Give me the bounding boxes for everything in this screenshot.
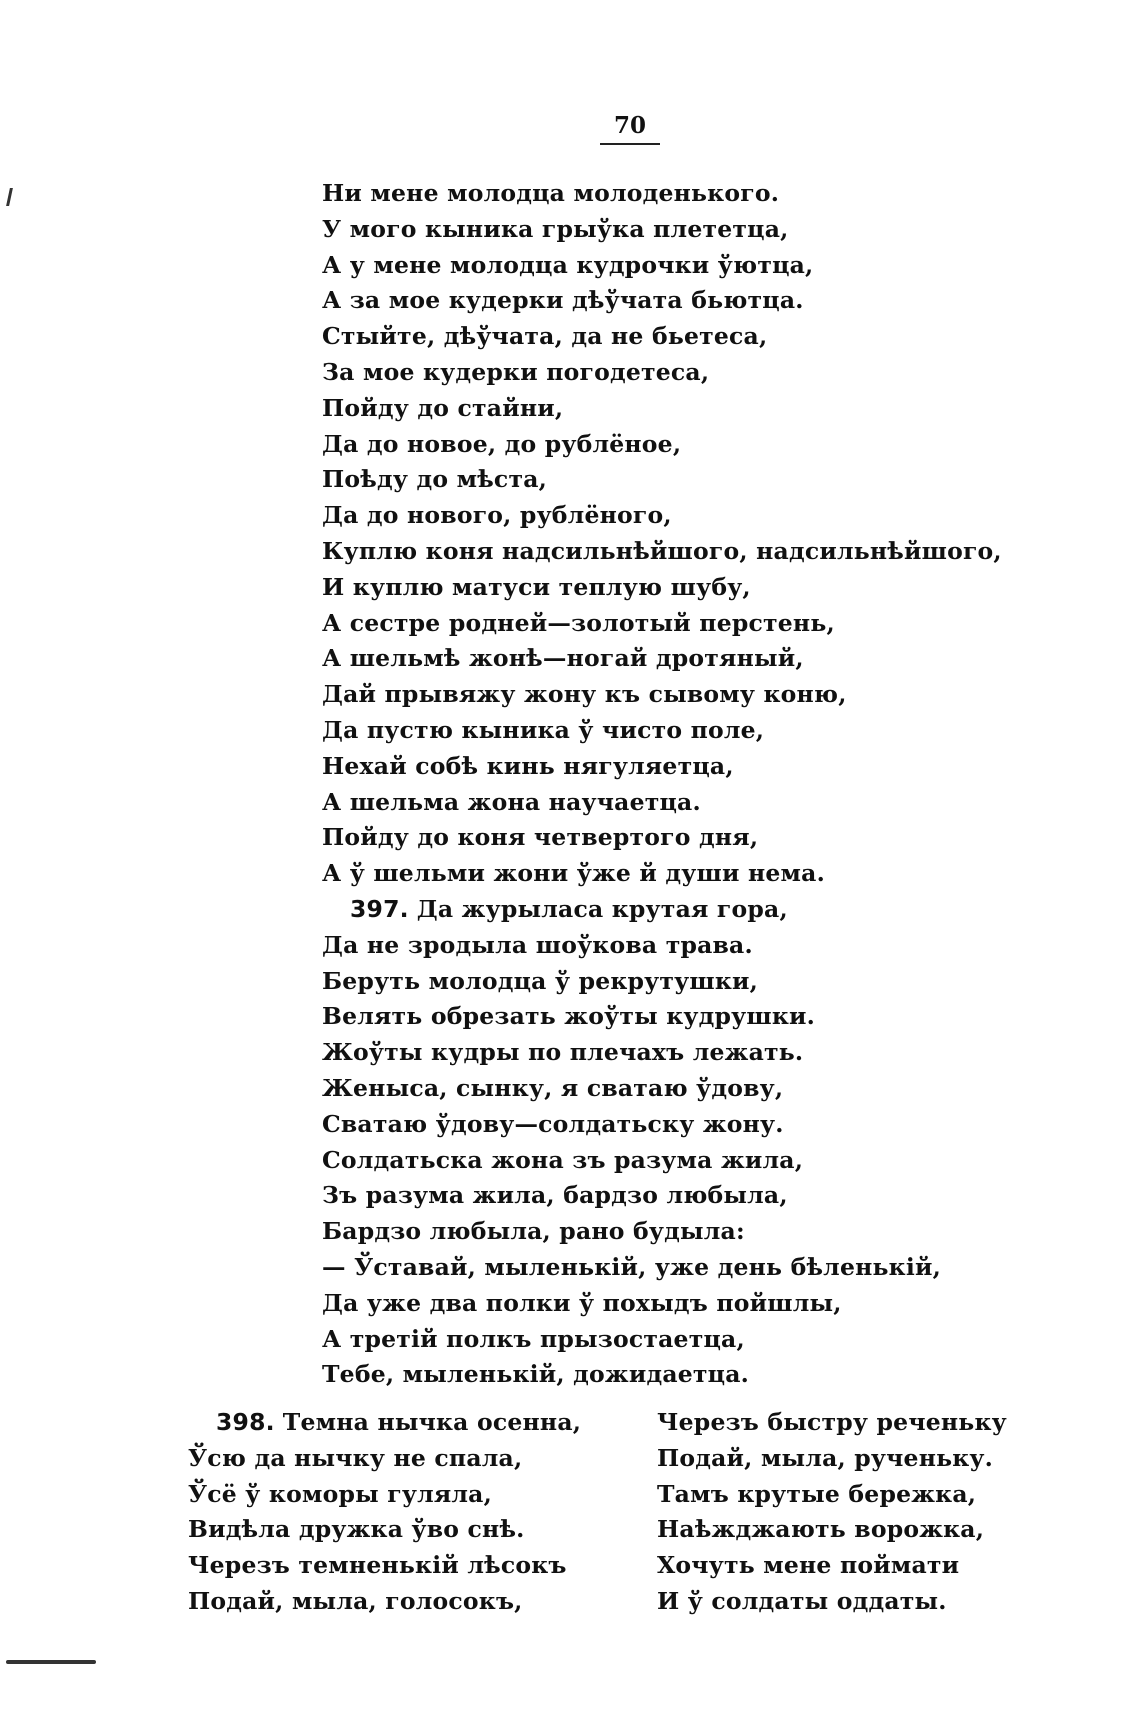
poem-line: Жоўты кудры по плечахъ лежать. bbox=[322, 1038, 804, 1067]
poem-line: Ўсё ў коморы гуляла, bbox=[188, 1479, 492, 1508]
poem-line: Зъ разума жила, бардзо любыла, bbox=[322, 1181, 788, 1210]
poem-line: Стыйте, дѣўчата, да не бьетеса, bbox=[322, 322, 768, 351]
poem-line: Ни мене молодца молоденького. bbox=[322, 179, 780, 207]
song-398-left-column bbox=[188, 1405, 581, 1620]
poem-line: Да пустю кыника ў чисто поле, bbox=[322, 715, 765, 744]
poem-line: Солдатьска жона зъ разума жила, bbox=[322, 1145, 804, 1174]
poem-line: А ў шельми жони ўже й души нема. bbox=[322, 859, 825, 888]
poem-line: Женыса, сынку, я сватаю ўдову, bbox=[322, 1073, 784, 1102]
poem-line: У мого кыника грыўка плететца, bbox=[322, 214, 789, 243]
poem-line: Пойду до коня четвертого дня, bbox=[322, 823, 759, 852]
poem-line: А у мене молодца кудрочки ўютца, bbox=[322, 250, 814, 279]
page-number: 70 bbox=[600, 112, 660, 145]
poem-line: Черезъ темненькій лѣсокъ bbox=[188, 1551, 567, 1580]
poem-line: Тебе, мыленькій, дожидаетца. bbox=[322, 1360, 750, 1389]
poem-line: А шельма жона научаетца. bbox=[322, 787, 701, 816]
poem-line: Велять обрезать жоўты кудрушки. bbox=[322, 1002, 816, 1031]
song-398-first-line bbox=[188, 1405, 581, 1441]
poem-line: Да не зродыла шоўкова трава. bbox=[322, 930, 753, 959]
poem-line: Дай прывяжу жону къ сывому коню, bbox=[322, 680, 847, 709]
poem-line: И куплю матуси теплую шубу, bbox=[322, 572, 751, 601]
poem-line: Темна нычка осенна, bbox=[282, 1408, 582, 1436]
poem-line: Тамъ крутые бережка, bbox=[657, 1479, 977, 1508]
margin-mark bbox=[6, 1660, 96, 1664]
poem-line: Поѣду до мѣста, bbox=[322, 465, 548, 494]
poem-line: Бардзо любыла, рано будыла: bbox=[322, 1217, 745, 1246]
poem-line: А за мое кудерки дѣўчата бьютца. bbox=[322, 286, 804, 315]
poem-line: Подай, мыла, голосокъ, bbox=[188, 1586, 523, 1615]
poem-line: Нехай собѣ кинь нягуляетца, bbox=[322, 751, 734, 780]
song-number-398: 398. bbox=[216, 1408, 275, 1436]
poem-line: Сватаю ўдову—солдатьску жону. bbox=[322, 1109, 784, 1138]
song-398-right-column bbox=[657, 1405, 1007, 1620]
poem-line: Наѣжджають ворожка, bbox=[657, 1515, 985, 1544]
poem-line: А сестре родней—золотый перстень, bbox=[322, 608, 835, 637]
poem-line: Черезъ быстру реченьку bbox=[657, 1408, 1007, 1436]
poem-line: Ўсю да нычку не спала, bbox=[188, 1443, 523, 1472]
poem-text-block bbox=[322, 176, 1002, 1393]
poem-line: Куплю коня надсильнѣйшого, надсильнѣйшого, bbox=[322, 536, 1002, 565]
poem-line: И ў солдаты оддаты. bbox=[657, 1586, 947, 1615]
poem-line: Подай, мыла, рученьку. bbox=[657, 1443, 994, 1472]
poem-line: — Ўставай, мыленькій, уже день бѣленькій, bbox=[322, 1252, 941, 1281]
poem-line: Да до новое, до рублёное, bbox=[322, 429, 682, 458]
song-number-397: 397. bbox=[350, 894, 409, 923]
margin-mark bbox=[6, 188, 13, 206]
poem-line: Видѣла дружка ўво снѣ. bbox=[188, 1515, 525, 1544]
poem-line: А шельмѣ жонѣ—ногай дротяный, bbox=[322, 644, 804, 673]
poem-line: Да до нового, рублёного, bbox=[322, 501, 672, 530]
poem-line: Да журыласа крутая гора, bbox=[416, 894, 788, 923]
song-397-first-line bbox=[322, 892, 1002, 928]
poem-line: Хочуть мене поймати bbox=[657, 1551, 960, 1580]
poem-line: Да уже два полки ў похыдъ пойшлы, bbox=[322, 1288, 842, 1317]
poem-line: А третій полкъ прызостаетца, bbox=[322, 1324, 745, 1353]
poem-line: Пойду до стайни, bbox=[322, 393, 564, 422]
poem-line: За мое кудерки погодетеса, bbox=[322, 357, 710, 386]
poem-line: Беруть молодца ў рекрутушки, bbox=[322, 966, 759, 995]
